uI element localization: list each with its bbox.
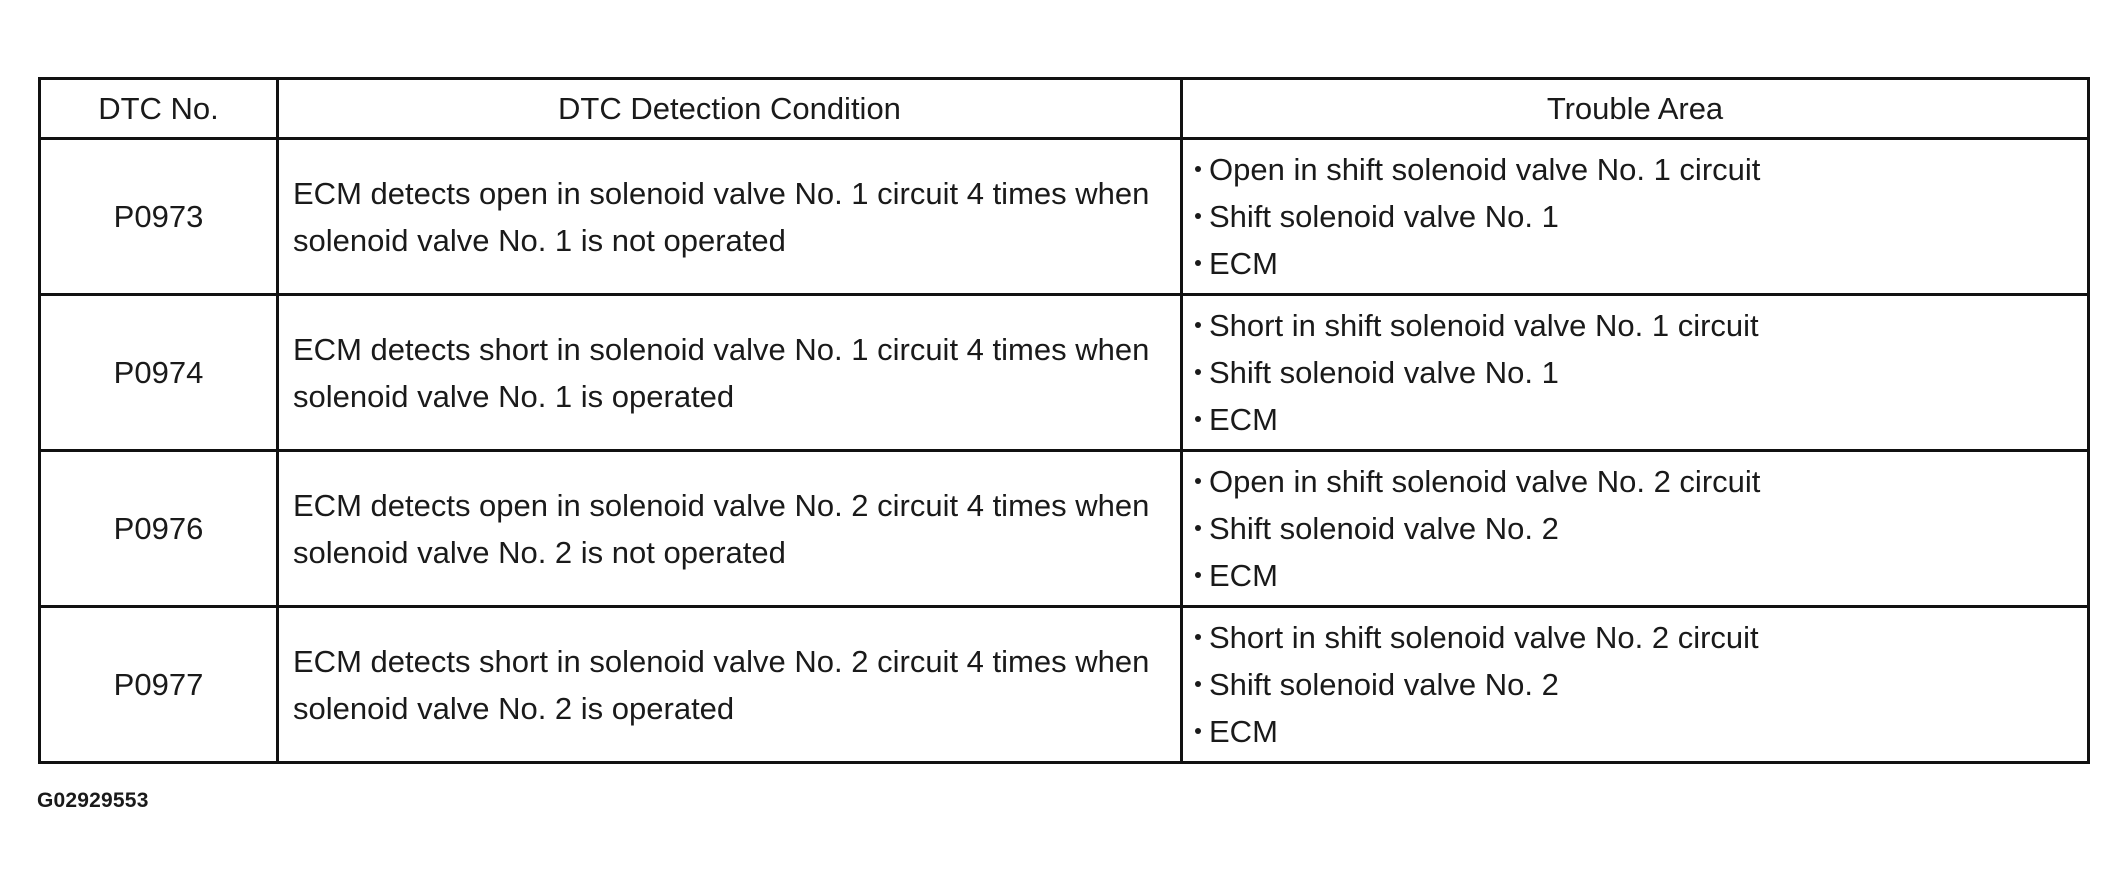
bullet-icon bbox=[1195, 728, 1201, 734]
trouble-area-text: Short in shift solenoid valve No. 1 circuit bbox=[1209, 308, 1759, 343]
bullet-icon bbox=[1195, 213, 1201, 219]
table-header bbox=[40, 79, 2089, 139]
bullet-icon bbox=[1195, 369, 1201, 375]
trouble-area-item bbox=[1195, 661, 2087, 708]
bullet-icon bbox=[1195, 478, 1201, 484]
trouble-area-item bbox=[1195, 396, 2087, 443]
trouble-area-text: Shift solenoid valve No. 2 bbox=[1209, 511, 1559, 546]
table-row bbox=[40, 451, 2089, 607]
bullet-icon bbox=[1195, 260, 1201, 266]
trouble-area-item bbox=[1195, 614, 2087, 661]
trouble-area-cell bbox=[1182, 139, 2089, 295]
bullet-icon bbox=[1195, 322, 1201, 328]
trouble-area-item bbox=[1195, 708, 2087, 755]
trouble-area-text: ECM bbox=[1209, 402, 1278, 437]
trouble-area-text: ECM bbox=[1209, 558, 1278, 593]
bullet-icon bbox=[1195, 166, 1201, 172]
bullet-icon bbox=[1195, 572, 1201, 578]
trouble-area-item bbox=[1195, 193, 2087, 240]
trouble-area-list bbox=[1195, 458, 2087, 599]
bullet-icon bbox=[1195, 681, 1201, 687]
trouble-area-text: Shift solenoid valve No. 2 bbox=[1209, 667, 1559, 702]
dtc-code-cell: P0977 bbox=[40, 607, 278, 763]
detection-condition-cell: ECM detects short in solenoid valve No. 1 circuit 4 times when solenoid valve No. 1 is operated bbox=[278, 295, 1182, 451]
table-row bbox=[40, 295, 2089, 451]
trouble-area-item bbox=[1195, 505, 2087, 552]
trouble-area-item bbox=[1195, 302, 2087, 349]
header-trouble-area: Trouble Area bbox=[1182, 79, 2089, 139]
header-row bbox=[40, 79, 2089, 139]
header-detection-condition: DTC Detection Condition bbox=[278, 79, 1182, 139]
header-dtc-no: DTC No. bbox=[40, 79, 278, 139]
table-row bbox=[40, 607, 2089, 763]
bullet-icon bbox=[1195, 525, 1201, 531]
dtc-code-cell: P0973 bbox=[40, 139, 278, 295]
trouble-area-list bbox=[1195, 302, 2087, 443]
trouble-area-item bbox=[1195, 349, 2087, 396]
trouble-area-item bbox=[1195, 552, 2087, 599]
trouble-area-item bbox=[1195, 146, 2087, 193]
trouble-area-text: Shift solenoid valve No. 1 bbox=[1209, 199, 1559, 234]
trouble-area-list bbox=[1195, 146, 2087, 287]
trouble-area-item bbox=[1195, 458, 2087, 505]
detection-condition-cell: ECM detects open in solenoid valve No. 1 circuit 4 times when solenoid valve No. 1 is not operated bbox=[278, 139, 1182, 295]
table-row bbox=[40, 139, 2089, 295]
trouble-area-text: Open in shift solenoid valve No. 1 circuit bbox=[1209, 152, 1761, 187]
trouble-area-cell bbox=[1182, 607, 2089, 763]
trouble-area-text: ECM bbox=[1209, 714, 1278, 749]
dtc-table bbox=[38, 77, 2090, 764]
detection-condition-cell: ECM detects short in solenoid valve No. 2 circuit 4 times when solenoid valve No. 2 is operated bbox=[278, 607, 1182, 763]
bullet-icon bbox=[1195, 416, 1201, 422]
dtc-code-cell: P0974 bbox=[40, 295, 278, 451]
trouble-area-text: Short in shift solenoid valve No. 2 circuit bbox=[1209, 620, 1759, 655]
trouble-area-text: ECM bbox=[1209, 246, 1278, 281]
trouble-area-cell bbox=[1182, 295, 2089, 451]
figure-id: G02929553 bbox=[37, 789, 149, 812]
trouble-area-text: Open in shift solenoid valve No. 2 circuit bbox=[1209, 464, 1761, 499]
bullet-icon bbox=[1195, 634, 1201, 640]
trouble-area-item bbox=[1195, 240, 2087, 287]
dtc-code-cell: P0976 bbox=[40, 451, 278, 607]
table-body bbox=[40, 139, 2089, 763]
detection-condition-cell: ECM detects open in solenoid valve No. 2 circuit 4 times when solenoid valve No. 2 is not operated bbox=[278, 451, 1182, 607]
trouble-area-text: Shift solenoid valve No. 1 bbox=[1209, 355, 1559, 390]
trouble-area-cell bbox=[1182, 451, 2089, 607]
trouble-area-list bbox=[1195, 614, 2087, 755]
